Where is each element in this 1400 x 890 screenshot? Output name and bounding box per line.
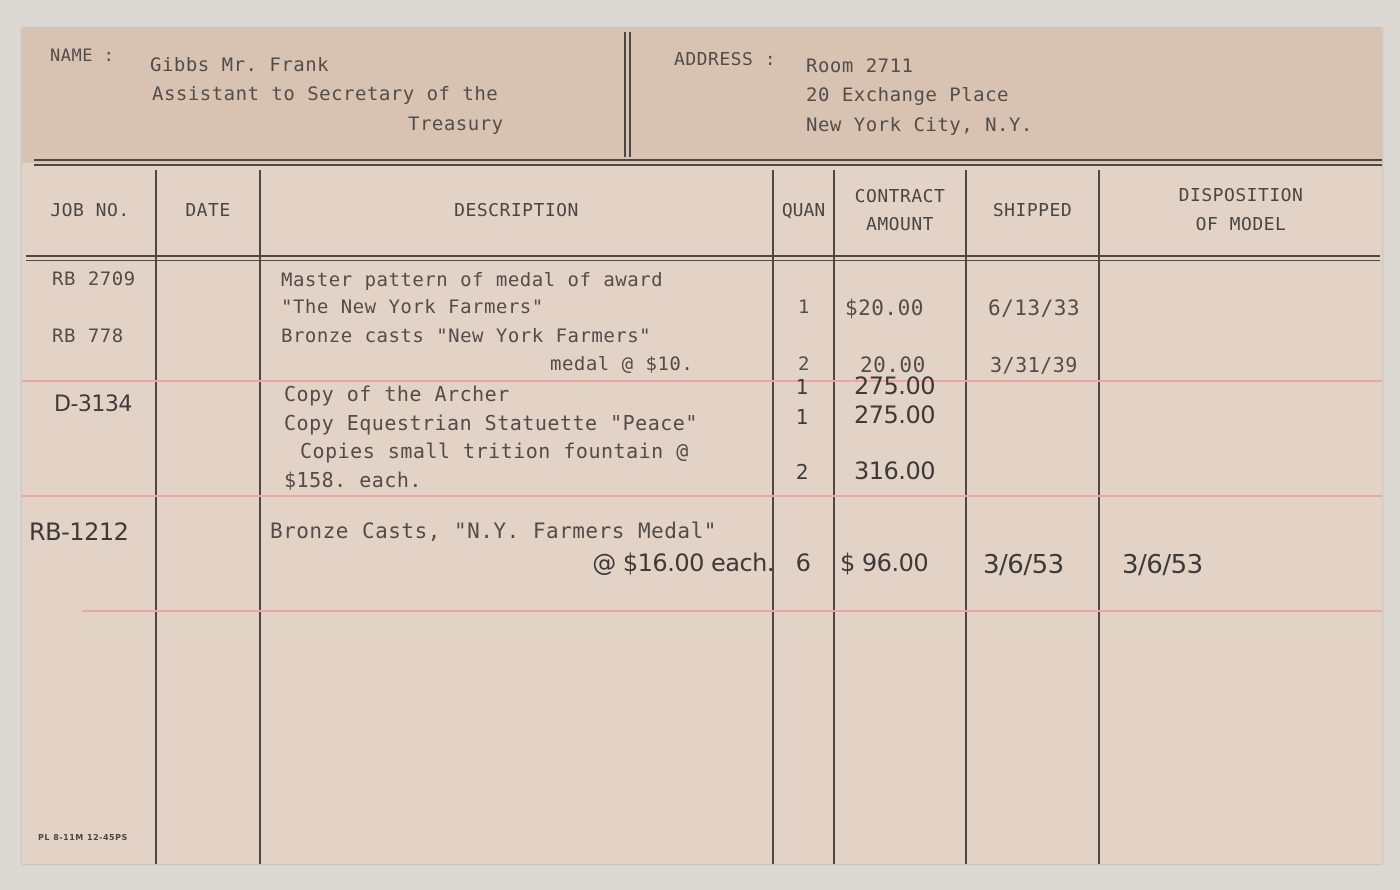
contract-amount: 316.00: [854, 457, 935, 485]
ruled-line: [22, 380, 1382, 382]
job-number: RB 2709: [52, 268, 136, 290]
header-bottom-rule: [34, 164, 1382, 166]
description-line: $158. each.: [284, 468, 422, 492]
name-line-2: Assistant to Secretary of the: [152, 83, 499, 105]
header-divider-vertical: [629, 32, 631, 157]
quantity: 2: [798, 353, 810, 375]
description-line: @ $16.00 each.: [592, 549, 774, 577]
column-header-rule: [26, 255, 1380, 257]
column-rule: [772, 170, 774, 864]
description-line: Bronze Casts, "N.Y. Farmers Medal": [270, 519, 717, 543]
ruled-line: [22, 495, 1382, 497]
description-line: Master pattern of medal of award: [281, 269, 664, 291]
column-rule: [965, 170, 967, 864]
contract-amount: 275.00: [854, 372, 935, 400]
contract-amount: $20.00: [845, 296, 924, 320]
column-rule: [155, 170, 157, 864]
column-header-shipped: SHIPPED: [992, 200, 1073, 221]
column-header-date: DATE: [185, 200, 231, 221]
column-rule: [259, 170, 261, 864]
description-line: "The New York Farmers": [281, 296, 544, 318]
address-line-2: 20 Exchange Place: [806, 84, 1009, 106]
quantity: 1: [795, 375, 809, 399]
shipped-date: 3/6/53: [983, 550, 1064, 580]
header-divider-vertical: [624, 32, 626, 157]
description-line: Bronze casts "New York Farmers": [281, 325, 652, 347]
contract-amount: 20.00: [860, 353, 926, 377]
address-line-1: Room 2711: [806, 55, 914, 77]
shipped-date: 3/31/39: [990, 353, 1078, 377]
header-bottom-rule: [34, 159, 1382, 161]
quantity: 1: [798, 296, 810, 318]
form-number: PL 8-11M 12-45PS: [38, 833, 128, 842]
column-rule: [1098, 170, 1100, 864]
name-line-1: Gibbs Mr. Frank: [150, 54, 330, 76]
job-number: D-3134: [54, 392, 132, 417]
address-line-3: New York City, N.Y.: [806, 114, 1033, 136]
column-rule: [833, 170, 835, 864]
column-header-job-no: JOB NO.: [50, 200, 130, 221]
description-line: Copy of the Archer: [284, 382, 510, 406]
column-header-of-model: OF MODEL: [1195, 214, 1287, 235]
address-label: ADDRESS :: [674, 49, 777, 70]
column-header-disposition: DISPOSITION: [1178, 185, 1304, 206]
contract-amount: 275.00: [854, 401, 935, 429]
contract-amount: $ 96.00: [840, 549, 929, 577]
column-header-description: DESCRIPTION: [454, 200, 579, 221]
description-line: Copies small trition fountain @: [300, 439, 689, 463]
job-number: RB 778: [52, 325, 124, 347]
column-header-contract: CONTRACT: [854, 186, 946, 207]
column-header-amount: AMOUNT: [865, 214, 935, 235]
quantity: 6: [795, 549, 811, 577]
quantity: 1: [795, 405, 809, 429]
column-header-rule: [26, 260, 1380, 261]
shipped-date: 6/13/33: [988, 296, 1081, 320]
quantity: 2: [795, 460, 809, 484]
disposition: 3/6/53: [1122, 550, 1203, 580]
name-line-3: Treasury: [408, 113, 504, 135]
ruled-line: [82, 610, 1382, 612]
record-card: [22, 28, 1382, 864]
name-label: NAME :: [50, 46, 115, 66]
job-number: RB-1212: [29, 518, 129, 546]
description-line: Copy Equestrian Statuette "Peace": [284, 411, 698, 435]
description-line: medal @ $10.: [550, 353, 694, 375]
column-header-quan: QUAN: [781, 200, 826, 221]
